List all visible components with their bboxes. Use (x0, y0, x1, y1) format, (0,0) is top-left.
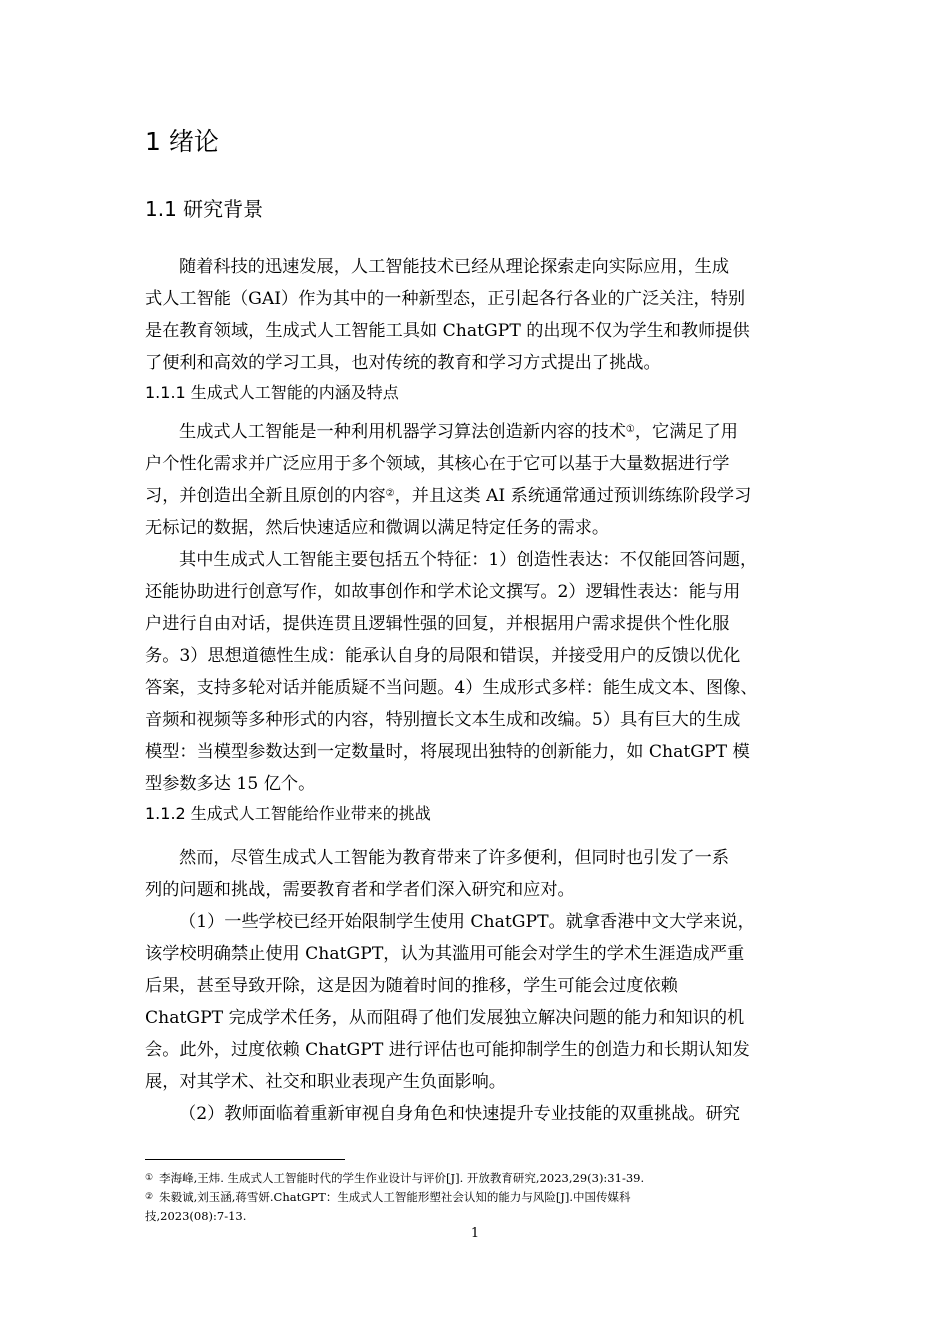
subsection-title-2: 1.1.2 生成式人工智能给作业带来的挑战 (145, 804, 431, 823)
footnote-ref-2[interactable]: ② (385, 488, 395, 499)
text-line: 务。3）思想道德性生成：能承认自身的局限和错误，并接受用户的反馈以优化 (145, 646, 741, 666)
text-line: 后果，甚至导致开除，这是因为随着时间的推移，学生可能会过度依赖 (145, 976, 678, 996)
text-line: 会。此外，过度依赖 ChatGPT 进行评估也可能抑制学生的创造力和长期认知发 (145, 1040, 750, 1060)
chapter-title: 1 绪论 (145, 127, 219, 156)
text-line: 式人工智能（GAI）作为其中的一种新型态，正引起各行各业的广泛关注，特别 (145, 289, 746, 309)
text-line: 答案，支持多轮对话并能质疑不当问题。4）生成形式多样：能生成文本、图像、 (145, 678, 758, 698)
text-line: 型参数多达 15 亿个。 (145, 774, 316, 794)
text-line: ChatGPT 完成学术任务，从而阻碍了他们发展独立解决问题的能力和知识的机 (145, 1008, 745, 1028)
footnote-text: 李海峰,王炜. 生成式人工智能时代的学生作业设计与评价[J]. 开放教育研究,2023,29(3):31-39. (159, 1171, 645, 1185)
footnote-text-continued: 技,2023(08):7-13. (145, 1209, 247, 1223)
paragraph-features (145, 544, 807, 800)
text-line: 音频和视频等多种形式的内容，特别擅长文本生成和改编。5）具有巨大的生成 (145, 710, 741, 730)
text-line: 其中生成式人工智能主要包括五个特征：1）创造性表达：不仅能回答问题， (179, 550, 758, 570)
text-run: 生成式人工智能是一种利用机器学习算法创造新内容的技术 (179, 422, 626, 442)
paragraph-however (145, 842, 807, 906)
text-line: 无标记的数据，然后快速适应和微调以满足特定任务的需求。 (145, 518, 610, 538)
text-run: ，它满足了用 (634, 422, 738, 442)
section-title: 1.1 研究背景 (145, 197, 264, 221)
text-line: 了便利和高效的学习工具，也对传统的教育和学习方式提出了挑战。 (145, 353, 661, 373)
text-line (145, 480, 807, 512)
text-line: 户个性化需求并广泛应用于多个领域，其核心在于它可以基于大量数据进行学 (145, 454, 730, 474)
text-line: （2）教师面临着重新审视自身角色和快速提升专业技能的双重挑战。研究 (179, 1104, 740, 1124)
text-run: ，并且这类 AI 系统通常通过预训练练阶段学习 (394, 486, 752, 506)
text-line: （1）一些学校已经开始限制学生使用 ChatGPT。就拿香港中文大学来说， (179, 912, 755, 932)
text-line: 还能协助进行创意写作，如故事创作和学术论文撰写。2）逻辑性表达：能与用 (145, 582, 741, 602)
footnote-text: 朱毅诚,刘玉涵,蒋雪妍.ChatGPT：生成式人工智能形塑社会认知的能力与风险[J].中国传媒科 (159, 1190, 631, 1204)
text-line: 随着科技的迅速发展，人工智能技术已经从理论探索走向实际应用，生成 (179, 257, 730, 277)
subsection-title-1: 1.1.1 生成式人工智能的内涵及特点 (145, 383, 399, 402)
text-line: 列的问题和挑战，需要教育者和学者们深入研究和应对。 (145, 880, 575, 900)
paragraph-definition (145, 416, 807, 544)
text-line: 该学校明确禁止使用 ChatGPT，认为其滥用可能会对学生的学术生涯造成严重 (145, 944, 745, 964)
text-line: 然而，尽管生成式人工智能为教育带来了许多便利，但同时也引发了一系 (179, 848, 730, 868)
paragraph-point-1 (145, 906, 807, 1098)
text-line (145, 416, 807, 448)
footnote-1 (145, 1169, 785, 1188)
text-line: 展，对其学术、社交和职业表现产生负面影响。 (145, 1072, 506, 1092)
footnote-mark: ② (145, 1192, 154, 1202)
paragraph-point-2 (145, 1098, 807, 1130)
footnote-mark: ① (145, 1173, 154, 1183)
footnote-ref-1[interactable]: ① (625, 424, 635, 435)
page-number: 1 (470, 1226, 480, 1241)
footnote-2 (145, 1188, 785, 1226)
text-line: 模型：当模型参数达到一定数量时，将展现出独特的创新能力，如 ChatGPT 模 (145, 742, 750, 762)
text-line: 是在教育领域，生成式人工智能工具如 ChatGPT 的出现不仅为学生和教师提供 (145, 321, 750, 341)
text-run: 习，并创造出全新且原创的内容 (145, 486, 386, 506)
paragraph-intro (145, 251, 807, 379)
footnote-divider (145, 1159, 345, 1160)
text-line: 户进行自由对话，提供连贯且逻辑性强的回复，并根据用户需求提供个性化服 (145, 614, 730, 634)
